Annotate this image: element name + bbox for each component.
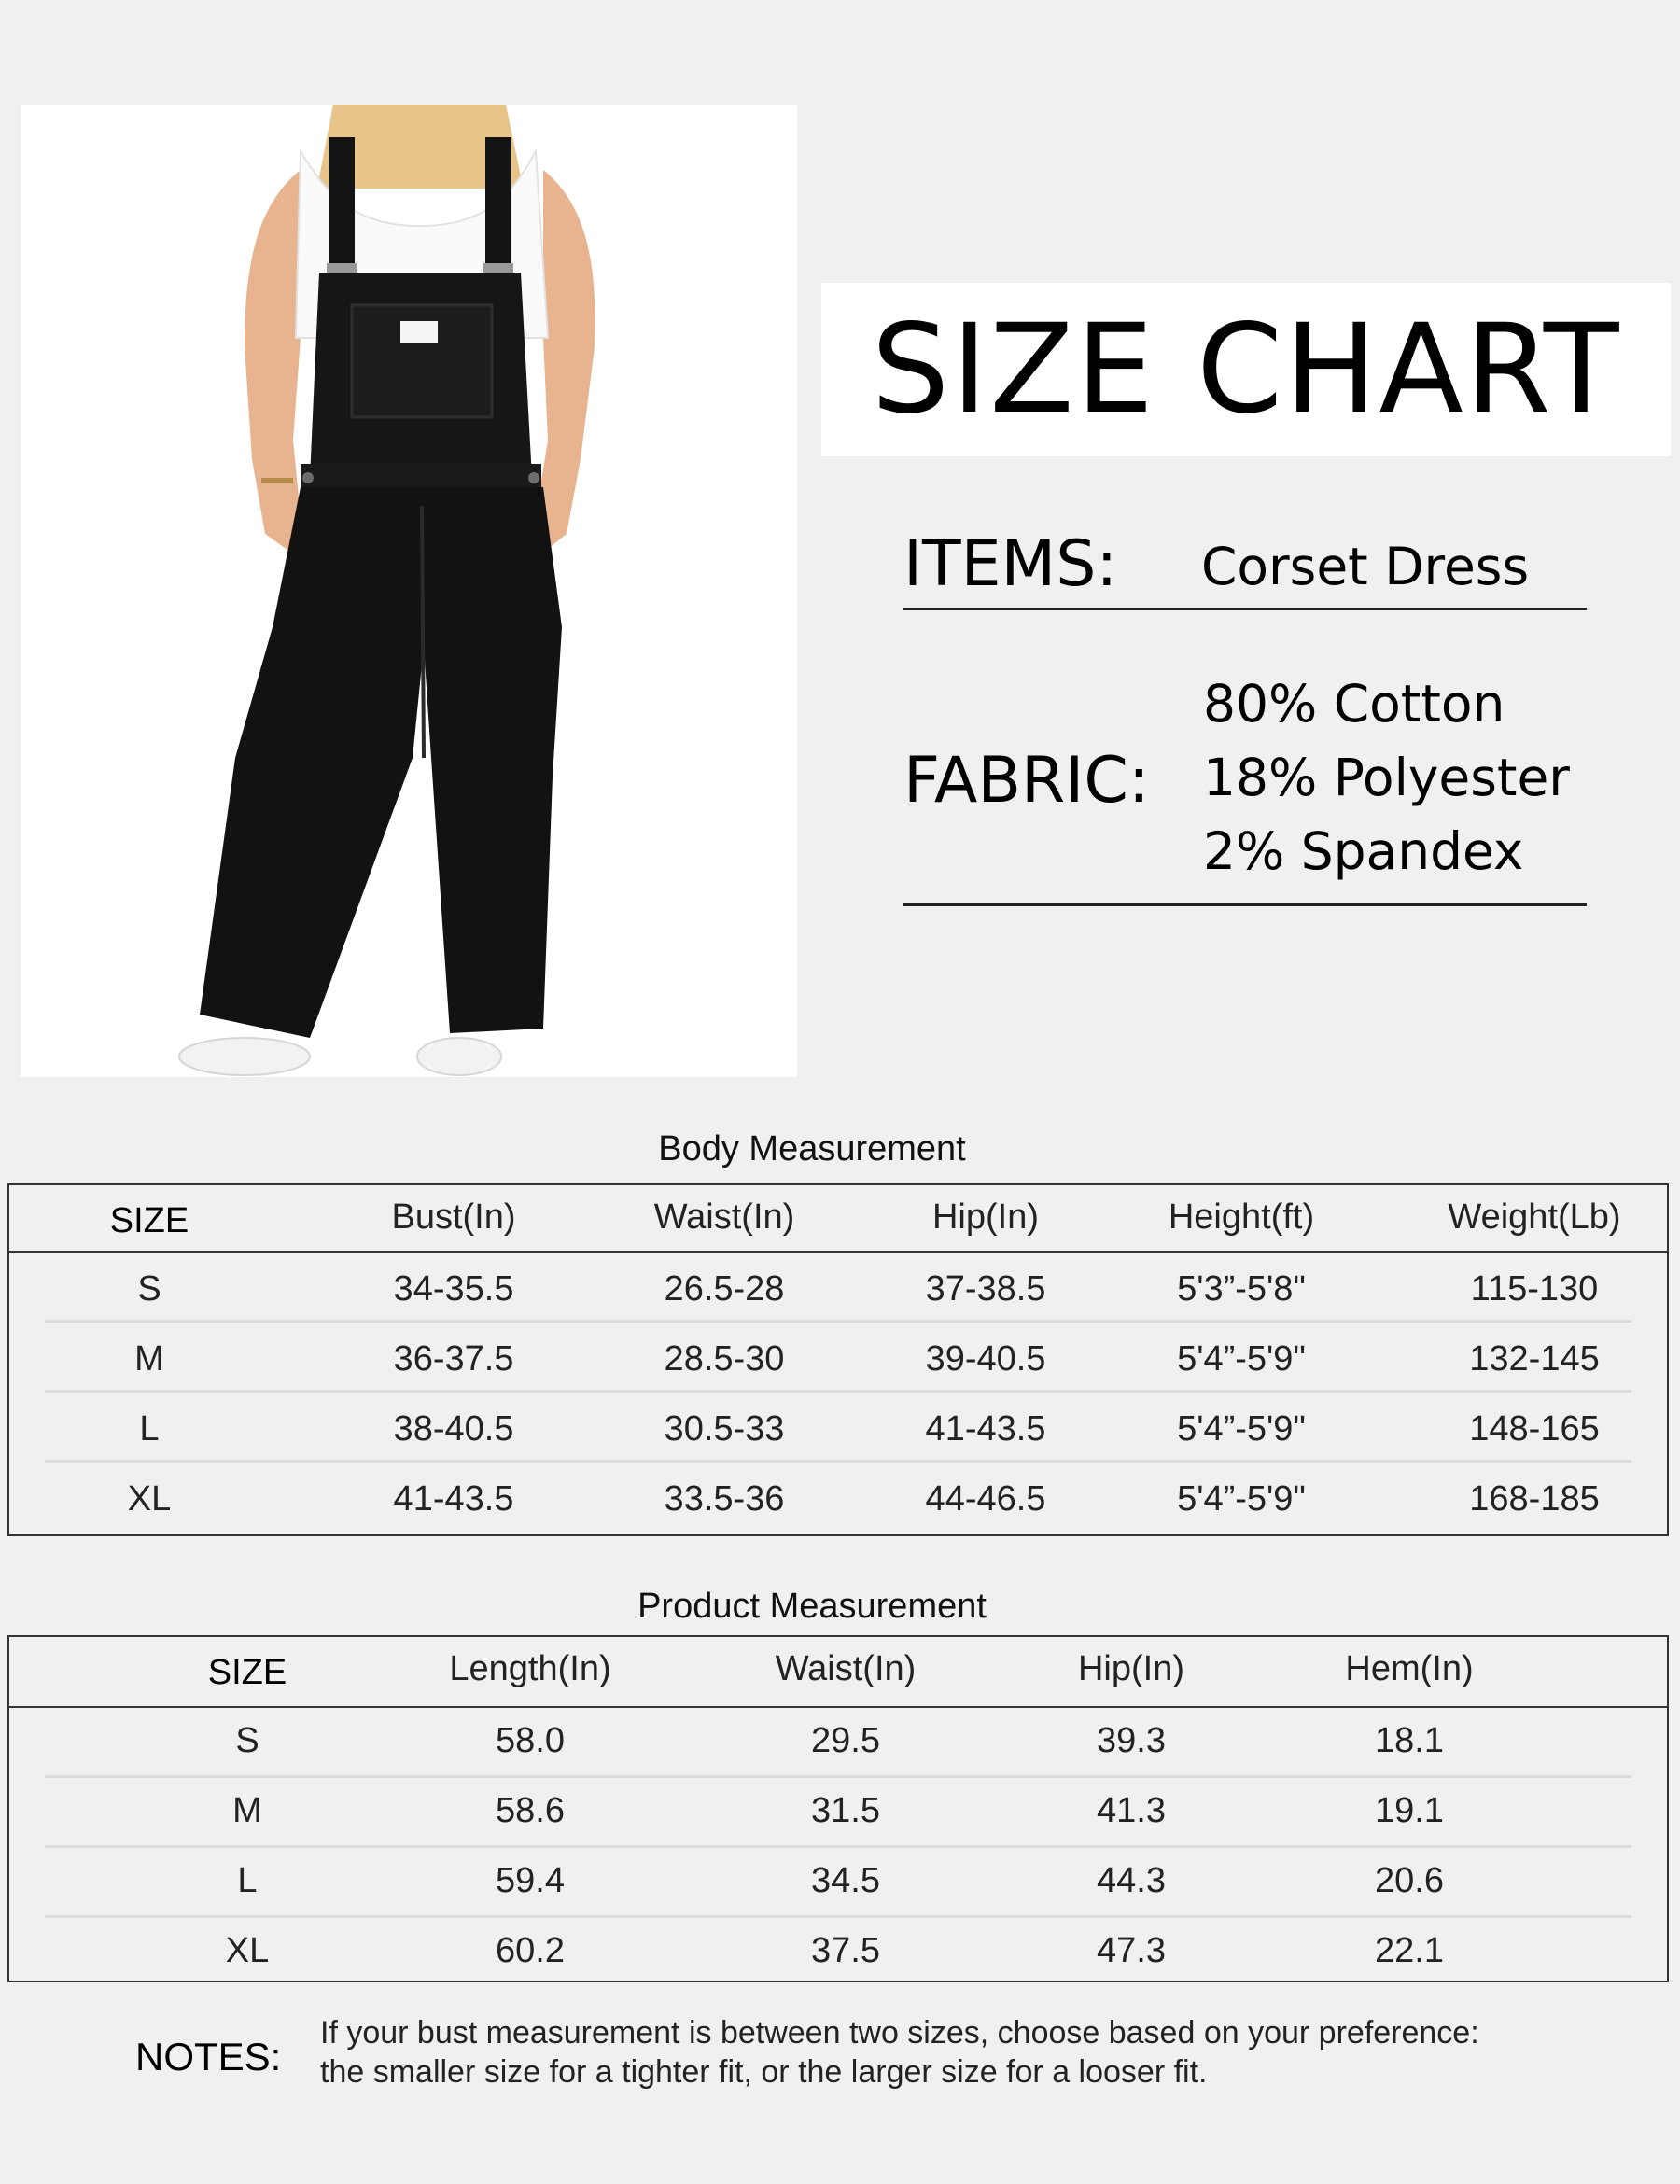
table-row <box>9 1323 1667 1393</box>
table-cell: 30.5-33 <box>664 1409 785 1449</box>
notes-line: the smaller size for a tighter fit, or the larger size for a looser fit. <box>320 2054 1208 2090</box>
table-cell: 34.5 <box>811 1861 880 1900</box>
items-value: Corset Dress <box>1201 537 1530 596</box>
table-row <box>9 1393 1667 1463</box>
table-cell: 58.0 <box>496 1721 565 1760</box>
table-cell: 34-35.5 <box>393 1269 514 1309</box>
table-cell: 115-130 <box>1470 1269 1599 1309</box>
product-measurement-table <box>7 1635 1669 1982</box>
product-measurement-title: Product Measurement <box>637 1587 987 1626</box>
table-header <box>9 1185 1667 1253</box>
table-cell: 22.1 <box>1375 1931 1444 1970</box>
product-photo <box>21 105 797 1077</box>
column-header: Weight(Lb) <box>1448 1197 1621 1237</box>
body-measurement-table <box>7 1183 1669 1536</box>
column-header: Waist(In) <box>775 1649 917 1688</box>
table-cell: 33.5-36 <box>664 1479 785 1519</box>
fabric-line-cotton: 80% Cotton <box>1203 674 1505 734</box>
table-row <box>9 1848 1667 1918</box>
table-row <box>9 1918 1667 1988</box>
table-cell: 29.5 <box>811 1721 880 1760</box>
table-cell: 39-40.5 <box>925 1339 1046 1379</box>
table-cell: XL <box>127 1479 172 1519</box>
table-row <box>9 1253 1667 1323</box>
column-header: Bust(In) <box>391 1197 516 1237</box>
table-cell: 26.5-28 <box>664 1269 785 1309</box>
column-header: SIZE <box>109 1201 189 1240</box>
column-header: Hem(In) <box>1345 1649 1474 1688</box>
table-cell: XL <box>225 1931 270 1970</box>
table-cell: M <box>134 1339 164 1379</box>
table-cell: 5'4”-5'9" <box>1177 1339 1306 1379</box>
notes-text <box>320 2013 1479 2092</box>
table-cell: L <box>139 1409 160 1449</box>
column-header: Length(In) <box>449 1649 611 1688</box>
table-cell: 41-43.5 <box>393 1479 514 1519</box>
table-cell: 39.3 <box>1097 1721 1166 1760</box>
items-divider <box>903 608 1587 610</box>
notes-label: NOTES: <box>135 2035 282 2079</box>
column-header: Height(ft) <box>1168 1197 1315 1237</box>
table-cell: 41-43.5 <box>925 1409 1046 1449</box>
table-cell: 60.2 <box>496 1931 565 1970</box>
body-measurement-title: Body Measurement <box>658 1129 966 1169</box>
table-cell: 41.3 <box>1097 1791 1166 1830</box>
items-label: ITEMS: <box>903 527 1118 601</box>
table-cell: 20.6 <box>1375 1861 1444 1900</box>
page-title: SIZE CHART <box>871 298 1621 441</box>
table-cell: 5'3”-5'8" <box>1177 1269 1306 1309</box>
table-cell: 5'4”-5'9" <box>1177 1479 1306 1519</box>
table-cell: 44-46.5 <box>925 1479 1046 1519</box>
table-cell: 18.1 <box>1375 1721 1444 1760</box>
table-cell: 37.5 <box>811 1931 880 1970</box>
table-row <box>9 1708 1667 1778</box>
table-row <box>9 1778 1667 1848</box>
fabric-label: FABRIC: <box>903 744 1150 818</box>
table-cell: 148-165 <box>1469 1409 1600 1449</box>
table-cell: 38-40.5 <box>393 1409 514 1449</box>
table-cell: 132-145 <box>1469 1339 1600 1379</box>
table-cell: 58.6 <box>496 1791 565 1830</box>
table-cell: 28.5-30 <box>664 1339 785 1379</box>
table-cell: S <box>235 1721 259 1760</box>
fabric-line-spandex: 2% Spandex <box>1203 821 1524 881</box>
table-cell: M <box>232 1791 262 1830</box>
fabric-divider <box>903 903 1587 906</box>
table-cell: 47.3 <box>1097 1931 1166 1970</box>
column-header: Hip(In) <box>1077 1649 1185 1688</box>
notes-line: If your bust measurement is between two sizes, choose based on your preference: <box>320 2015 1479 2051</box>
column-header: Waist(In) <box>653 1197 795 1237</box>
column-header: SIZE <box>207 1653 287 1692</box>
table-cell: 36-37.5 <box>393 1339 514 1379</box>
table-cell: 59.4 <box>496 1861 565 1900</box>
table-cell: 44.3 <box>1097 1861 1166 1900</box>
table-cell: 31.5 <box>811 1791 880 1830</box>
table-cell: S <box>137 1269 161 1309</box>
table-cell: 19.1 <box>1375 1791 1444 1830</box>
table-header <box>9 1637 1667 1708</box>
table-cell: 168-185 <box>1469 1479 1600 1519</box>
title-banner <box>821 283 1671 456</box>
table-cell: 37-38.5 <box>925 1269 1046 1309</box>
table-row <box>9 1463 1667 1533</box>
table-cell: 5'4”-5'9" <box>1177 1409 1306 1449</box>
column-header: Hip(In) <box>931 1197 1040 1237</box>
table-cell: L <box>237 1861 258 1900</box>
fabric-line-polyester: 18% Polyester <box>1203 748 1570 807</box>
